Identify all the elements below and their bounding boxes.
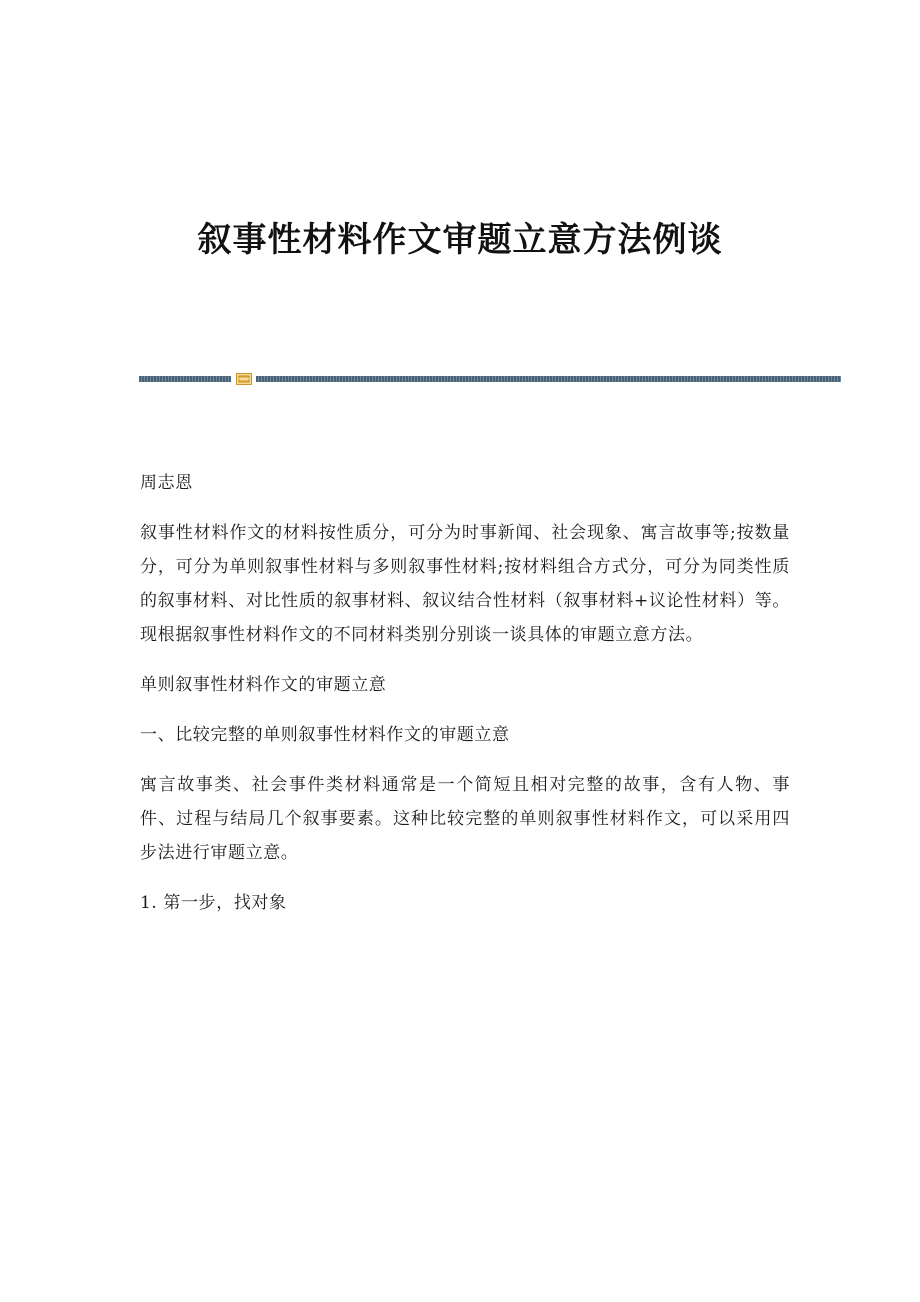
section-heading: 单则叙事性材料作文的审题立意 xyxy=(140,675,387,695)
title-divider xyxy=(139,373,841,385)
body-paragraph: 寓言故事类、社会事件类材料通常是一个简短且相对完整的故事，含有人物、事件、过程与结局几个叙事要素。这种比较完整的单则叙事性材料作文，可以采用四步法进行审题立意。 xyxy=(140,775,790,863)
subsection-heading: 一、比较完整的单则叙事性材料作文的审题立意 xyxy=(140,725,510,745)
document-title: 叙事性材料作文审题立意方法例谈 xyxy=(197,220,723,260)
author-name: 周志恩 xyxy=(140,473,193,493)
step-heading: 1. 第一步，找对象 xyxy=(140,893,287,913)
document-body xyxy=(140,466,790,936)
divider-bar-left xyxy=(139,376,231,382)
body-paragraph: 叙事性材料作文的材料按性质分，可分为时事新闻、社会现象、寓言故事等;按数量分，可分为单则叙事性材料与多则叙事性材料;按材料组合方式分，可分为同类性质的叙事材料、对比性质的叙事材料、叙议结合性材料（叙事材料+议论性材料）等。现根据叙事性材料作文的不同材料类别分别谈一谈具体的审题立意方法。 xyxy=(140,523,790,645)
ornament-icon xyxy=(236,373,252,385)
divider-bar-right xyxy=(256,376,841,382)
